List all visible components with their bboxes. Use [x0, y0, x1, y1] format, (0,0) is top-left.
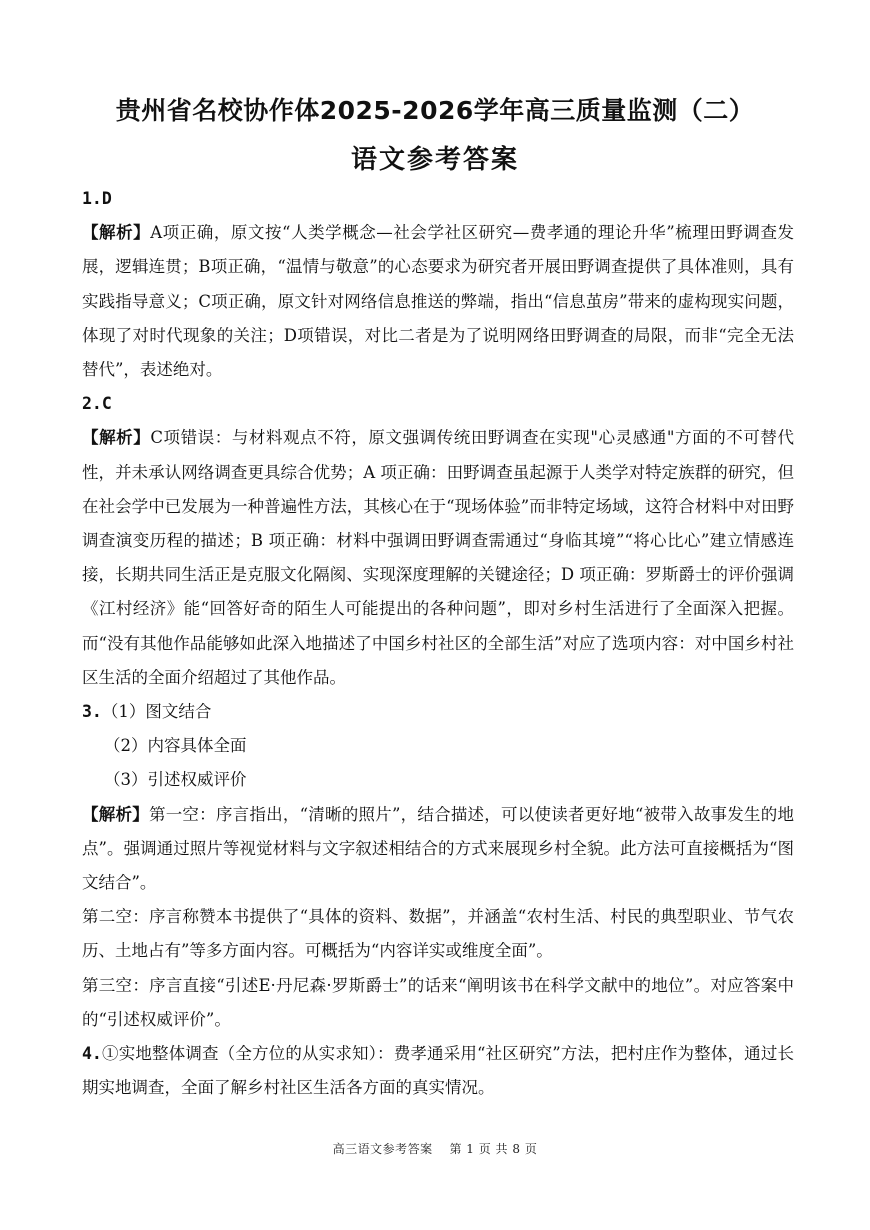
q3-answer-2: （2）内容具体全面 [104, 736, 247, 756]
q3-analysis-para2: 第二空：序言称赞本书提供了“具体的资料、数据”，并涵盖“农村生活、村民的典型职业、节气农历、土地占有”等多方面内容。可概括为“内容详实或维度全面”。 [82, 907, 794, 961]
q2-analysis [82, 421, 794, 695]
page-footer: 高三语文参考答案 第 1 页 共 8 页 [332, 1142, 538, 1156]
q3-answer-1 [82, 695, 794, 729]
q3-analysis-tag: 【解析】 [82, 804, 149, 824]
q2-analysis-tag: 【解析】 [82, 428, 151, 448]
q1-analysis-tag: 【解析】 [82, 223, 151, 243]
document-title: 贵州省名校协作体2025-2026学年高三质量监测（二） [115, 96, 755, 125]
q2-answer: 2.C [82, 394, 112, 414]
q3-answer-1-text: （1）图文结合 [101, 702, 212, 722]
answer-body [82, 182, 794, 1105]
q3-number: 3. [82, 702, 102, 722]
q1-analysis [82, 216, 794, 387]
q3-answer-3: （3）引述权威评价 [104, 770, 247, 790]
q3-analysis-text: 第一空：序言指出，“清晰的照片”，结合描述，可以使读者更好地“被带入故事发生的地点”。强调通过照片等视觉材料与文字叙述相结合的方式来展现乡村全貌。此方法可直接概括为“图文结合”。 [82, 804, 794, 893]
q3-analysis-para3: 第三空：序言直接“引述E·丹尼森·罗斯爵士”的话来“阐明该书在科学文献中的地位”。对应答案中的“引述权威评价”。 [82, 975, 794, 1029]
q4-answer-text: ①实地整体调查（全方位的从实求知）：费孝通采用“社区研究”方法，把村庄作为整体，通过长期实地调查，全面了解乡村社区生活各方面的真实情况。 [82, 1044, 794, 1098]
q2-number [82, 387, 794, 421]
q1-answer: 1.D [82, 189, 112, 208]
q3-analysis [82, 798, 794, 901]
q2-analysis-text: C项错误：与材料观点不符，原文强调传统田野调查在实现"心灵感通"方面的不可替代性，并未承认网络调查更具综合优势；A 项正确：田野调查虽起源于人类学对特定族群的研究，但在社会学中已发展为一种普遍性方法，其核心在于“现场体验”而非特定场域，这符合材料中对田野调查演变历程的描述；B 项正确：材料中强调田野调查需通过“身临其境”“将心比心”建立情感连接，长期共同生活正是克服文化隔阂、实现深度理解的关键途径；D 项正确：罗斯爵士的评价强调《江村经济》能“回答好奇的陌生人可能提出的各种问题”，即对乡村生活进行了全面深入把握。而“没有其他作品能够如此深入地描述了中国乡村社区的全部生活”对应了选项内容：对中国乡村社区生活的全面介绍超过了其他作品。 [82, 428, 794, 687]
q4-number: 4. [82, 1044, 102, 1064]
q4-answer [82, 1037, 794, 1105]
q1-number [82, 182, 794, 216]
q1-analysis-text: A项正确，原文按“人类学概念—社会学社区研究—费孝通的理论升华”梳理田野调查发展，逻辑连贯；B项正确，“温情与敬意”的心态要求为研究者开展田野调查提供了具体准则，具有实践指导意义；C项正确，原文针对网络信息推送的弊端，指出“信息茧房”带来的虚构现实问题，体现了对时代现象的关注；D项错误，对比二者是为了说明网络田野调查的局限，而非“完全无法替代”，表述绝对。 [82, 223, 794, 380]
document-subtitle: 语文参考答案 [350, 145, 519, 175]
